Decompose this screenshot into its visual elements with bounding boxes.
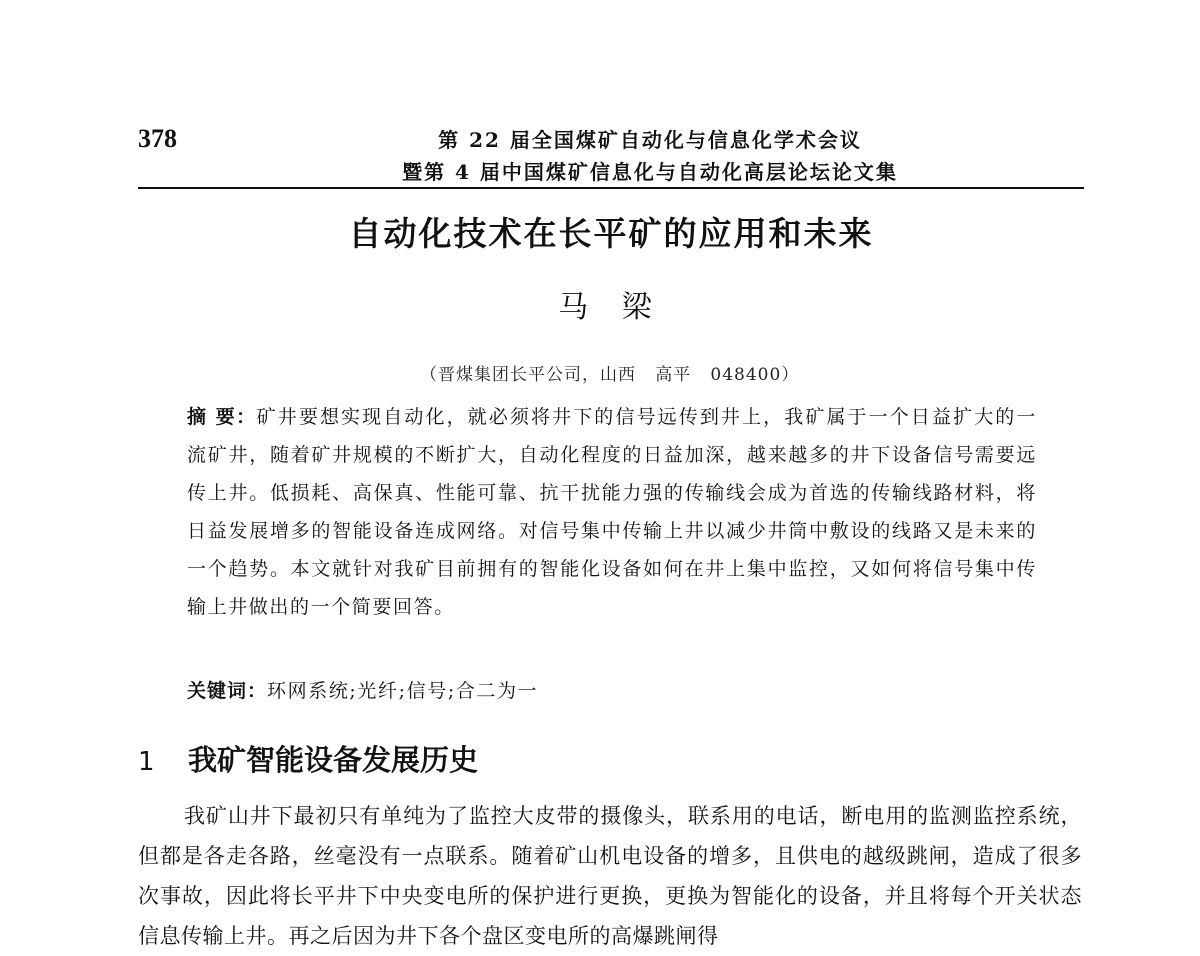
abstract-label: 摘 要： (187, 406, 257, 428)
section-title: 我矿智能设备发展历史 (188, 743, 479, 777)
header-rule (138, 187, 1084, 189)
page-number: 378 (138, 124, 177, 153)
keywords (187, 676, 538, 703)
section-paragraph: 我矿山井下最初只有单纯为了监控大皮带的摄像头，联系用的电话，断电用的监测监控系统，但都是各走各路，丝毫没有一点联系。随着矿山机电设备的增多，且供电的越级跳闸，造成了很多次事故，因此将长平井下中央变电所的保护进行更换，更换为智能化的设备，并且将每个开关状态信息传输上井。再之后因为井下各个盘区变电所的高爆跳闸得 (138, 804, 1082, 948)
keywords-text: 环网系统;光纤;信号;合二为一 (267, 680, 539, 702)
article-author: 马 梁 (558, 290, 664, 325)
keywords-label: 关键词： (187, 680, 268, 702)
abstract-text: 矿井要想实现自动化，就必须将井下的信号远传到井上，我矿属于一个日益扩大的一流矿井，随着矿井规模的不断扩大，自动化程度的日益加深，越来越多的井下设备信号需要远传上井。低损耗、高保真、性能可靠、抗干扰能力强的传输线会成为首选的传输线路材料，将日益发展增多的智能设备连成网络。对信号集中传输上井以减少井筒中敷设的线路又是未来的一个趋势。本文就针对我矿目前拥有的智能化设备如何在井上集中监控，又如何将信号集中传输上井做出的一个简要回答。 (187, 406, 1037, 618)
running-header-proceedings: 暨第 4 届中国煤矿信息化与自动化高层论坛论文集 (402, 160, 898, 184)
section-heading (138, 738, 478, 779)
abstract (187, 398, 1037, 626)
article-title: 自动化技术在长平矿的应用和未来 (348, 214, 874, 253)
running-header-conference: 第 22 届全国煤矿自动化与信息化学术会议 (438, 128, 862, 152)
section-number: 1 (138, 747, 155, 777)
author-affiliation: （晋煤集团长平公司，山西 高平 048400） (420, 365, 800, 385)
